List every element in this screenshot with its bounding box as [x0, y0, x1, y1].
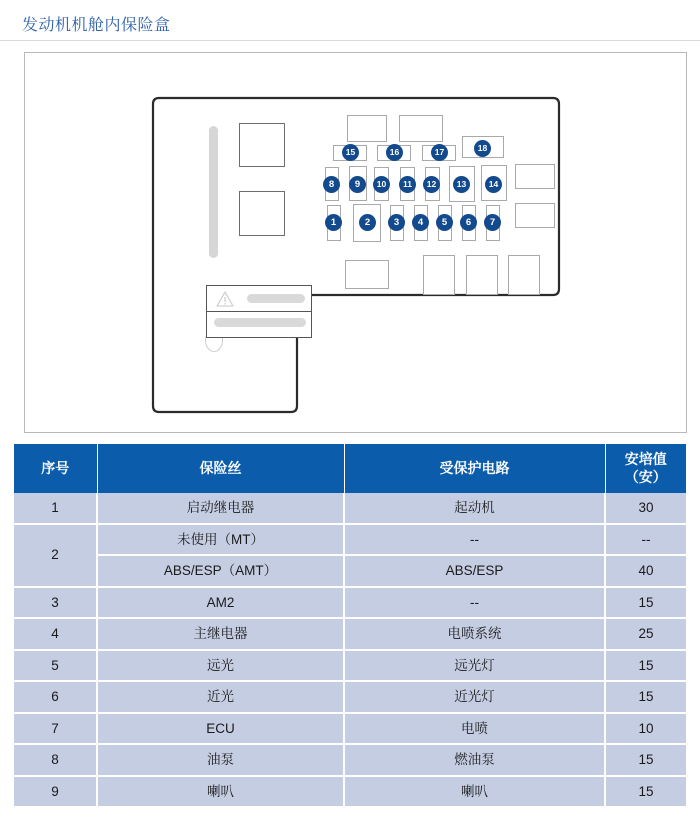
table-row — [14, 587, 686, 619]
badge-11: 11 — [399, 176, 416, 193]
cell-amp: 15 — [605, 744, 686, 776]
cell-circuit: -- — [344, 587, 605, 619]
page-title: 发动机机舱内保险盒 — [22, 17, 171, 34]
badge-13: 13 — [453, 176, 470, 193]
badge-5: 5 — [436, 214, 453, 231]
cell-fuse: 主继电器 — [97, 618, 344, 650]
cell-amp: 25 — [605, 618, 686, 650]
cell-amp: -- — [605, 524, 686, 556]
table-row — [14, 650, 686, 682]
cell-amp: 30 — [605, 493, 686, 524]
table-row — [14, 713, 686, 745]
cell-no: 1 — [14, 493, 97, 524]
warning-label-divider — [207, 311, 311, 312]
relay-square-top — [239, 123, 285, 167]
header-circuit: 受保护电路 — [344, 444, 605, 493]
cell-circuit: 燃油泵 — [344, 744, 605, 776]
badge-1: 1 — [325, 214, 342, 231]
cell-fuse: 喇叭 — [97, 776, 344, 808]
cell-no: 3 — [14, 587, 97, 619]
cell-circuit: 喇叭 — [344, 776, 605, 808]
badge-15: 15 — [342, 144, 359, 161]
relay-square-bottom — [239, 191, 285, 236]
cell-amp: 40 — [605, 555, 686, 587]
table-row — [14, 776, 686, 808]
cell-circuit: ABS/ESP — [344, 555, 605, 587]
lower-block-d — [508, 255, 540, 295]
lower-block-b — [423, 255, 455, 295]
cell-fuse: 近光 — [97, 681, 344, 713]
cell-fuse: 启动继电器 — [97, 493, 344, 524]
header-fuse: 保险丝 — [97, 444, 344, 493]
lower-block-a — [345, 260, 389, 289]
cell-amp: 15 — [605, 650, 686, 682]
fuse-table — [14, 444, 686, 808]
diagram-frame — [24, 52, 687, 433]
cell-fuse: ECU — [97, 713, 344, 745]
top-block-b — [399, 115, 443, 142]
lower-block-c — [466, 255, 498, 295]
cell-no: 8 — [14, 744, 97, 776]
cell-circuit: 远光灯 — [344, 650, 605, 682]
warning-text-bar-bottom — [214, 318, 306, 327]
badge-10: 10 — [373, 176, 390, 193]
cell-amp: 15 — [605, 776, 686, 808]
badge-8: 8 — [323, 176, 340, 193]
table-row — [14, 618, 686, 650]
cell-amp: 10 — [605, 713, 686, 745]
badge-9: 9 — [349, 176, 366, 193]
title-divider — [0, 40, 700, 41]
right-block-top — [515, 164, 555, 189]
table-header-row — [14, 444, 686, 493]
cell-fuse: ABS/ESP（AMT） — [97, 555, 344, 587]
cell-no: 7 — [14, 713, 97, 745]
vertical-guide-pill — [209, 126, 218, 258]
table-row — [14, 681, 686, 713]
header-amp — [605, 444, 686, 493]
cell-fuse: 油泵 — [97, 744, 344, 776]
cell-circuit: 起动机 — [344, 493, 605, 524]
badge-12: 12 — [423, 176, 440, 193]
cell-no: 9 — [14, 776, 97, 808]
cell-circuit: 电喷系统 — [344, 618, 605, 650]
cell-no: 5 — [14, 650, 97, 682]
table-row — [14, 524, 686, 556]
table-row — [14, 555, 686, 587]
cell-no: 6 — [14, 681, 97, 713]
table-row — [14, 744, 686, 776]
badge-2: 2 — [359, 214, 376, 231]
warning-text-bar-top — [247, 294, 305, 303]
header-amp-line1: 安培值 — [624, 451, 667, 467]
badge-16: 16 — [386, 144, 403, 161]
cell-circuit: -- — [344, 524, 605, 556]
cell-circuit: 电喷 — [344, 713, 605, 745]
cell-amp: 15 — [605, 681, 686, 713]
warning-triangle-icon — [215, 290, 235, 308]
badge-4: 4 — [412, 214, 429, 231]
badge-14: 14 — [485, 176, 502, 193]
cell-no: 2 — [14, 524, 97, 587]
cell-circuit: 近光灯 — [344, 681, 605, 713]
right-block-bottom — [515, 203, 555, 228]
cell-fuse: 远光 — [97, 650, 344, 682]
top-block-a — [347, 115, 387, 142]
cell-fuse: 未使用（MT） — [97, 524, 344, 556]
table-row — [14, 493, 686, 524]
header-no: 序号 — [14, 444, 97, 493]
header-amp-line2: （安） — [624, 468, 667, 485]
cell-no: 4 — [14, 618, 97, 650]
badge-3: 3 — [388, 214, 405, 231]
cell-amp: 15 — [605, 587, 686, 619]
badge-7: 7 — [484, 214, 501, 231]
badge-6: 6 — [460, 214, 477, 231]
badge-17: 17 — [431, 144, 448, 161]
cell-fuse: AM2 — [97, 587, 344, 619]
fuse-box-diagram — [25, 53, 688, 434]
badge-18: 18 — [474, 140, 491, 157]
